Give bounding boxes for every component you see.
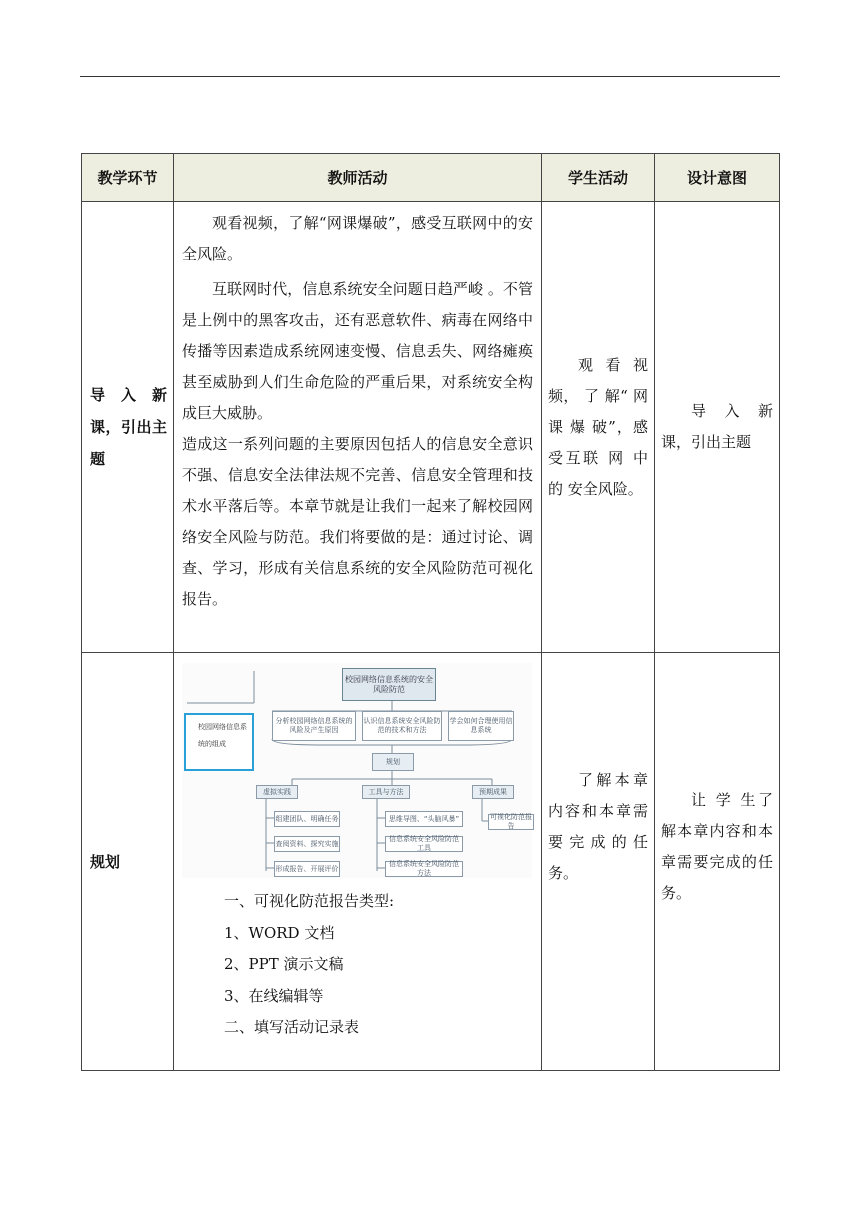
stage-cell: 导 入 新课，引出主题 (82, 202, 174, 653)
table-header-row (82, 154, 780, 202)
teacher-paragraph: 观看视频，了解“网课爆破”，感受互联网中的安全风险。 (182, 214, 533, 263)
list-item: 二、填写活动记录表 (224, 1018, 360, 1036)
student-activity-cell (542, 202, 655, 653)
diagram-center-box: 规划 (372, 753, 414, 771)
teacher-activity-cell (174, 202, 542, 653)
diagram-goal-box: 认识信息系统安全风险防范的技术和方法 (362, 711, 442, 741)
diagram-title-box: 校园网络信息系统的安全风险防范 (342, 668, 436, 701)
diagram-leaf-box: 信息系统安全风险防范工具 (385, 836, 463, 852)
diagram-leaf-box: 组建团队、明确任务 (274, 811, 340, 827)
lesson-plan-table (81, 153, 780, 1071)
diagram-callout-box: 校园网络信息系统的组成 (184, 713, 254, 771)
diagram-leaf-box: 可视化防范报告 (490, 813, 532, 830)
header-stage: 教学环节 (82, 154, 174, 202)
list-item: 1、WORD 文档 (224, 923, 335, 942)
teacher-activity-cell (174, 653, 542, 1071)
design-intent-text: 导 入 新课，引出主题 (661, 402, 773, 451)
planning-diagram (182, 663, 532, 878)
list-item: 一、可视化防范报告类型: (224, 892, 395, 910)
list-item: 2、PPT 演示文稿 (224, 955, 344, 973)
diagram-goal-box: 分析校园网络信息系统的风险及产生原因 (272, 711, 356, 741)
teacher-paragraph: 造成这一系列问题的主要原因包括人的信息安全意识不强、信息安全法律法规不完善、信息安全管理和技术水平落后等。本章节就是让我们一起来了解校园网络安全风险与防范。我们将要做的是：通过讨论、调查、学习，形成有关信息系统的安全风险防范可视化报告。 (182, 435, 533, 608)
design-intent-text: 让 学 生了解本章内容和本章需要完成的任务。 (661, 790, 773, 902)
diagram-leaf-box: 查阅资料、探究实施 (274, 836, 340, 852)
teacher-paragraph: 互联网时代，信息系统安全问题日趋严峻 。不管是上例中的黑客攻击，还有恶意软件、病毒在网络中传播等因素造成系统网速变慢、信息丢失、网络瘫痪甚至威胁到人们生命危险的严重后果，对系统安全构成巨大威胁。 (182, 280, 533, 422)
design-intent-cell (655, 653, 780, 1071)
stage-cell: 规划 (82, 653, 174, 1071)
diagram-leaf-box: 信息系统安全风险防范方法 (385, 861, 463, 877)
student-activity-cell (542, 653, 655, 1071)
diagram-leaf-box: 思维导图、“头脑风暴” (385, 811, 463, 827)
student-activity-text: 了解本章内容和本章需要完成的任务。 (548, 770, 648, 882)
list-item: 3、在线编辑等 (224, 986, 324, 1005)
diagram-goal-box: 学会如何合理使用信息系统 (448, 711, 514, 741)
diagram-branch-box: 预期成果 (472, 785, 514, 799)
student-activity-text: 观看视频， 了 解“ 网 课 爆 破”，感受互联 网 中 的 安全风险。 (548, 355, 648, 498)
report-type-list (182, 886, 533, 1044)
table-row-planning (82, 653, 780, 1071)
header-rule (80, 76, 780, 77)
header-student-activity: 学生活动 (542, 154, 655, 202)
design-intent-cell (655, 202, 780, 653)
diagram-leaf-box: 形成报告、开展评价 (274, 861, 340, 877)
diagram-branch-box: 工具与方法 (362, 785, 410, 799)
header-teacher-activity: 教师活动 (174, 154, 542, 202)
header-design-intent: 设计意图 (655, 154, 780, 202)
table-row-intro (82, 202, 780, 653)
diagram-branch-box: 虚拟实践 (256, 785, 298, 799)
